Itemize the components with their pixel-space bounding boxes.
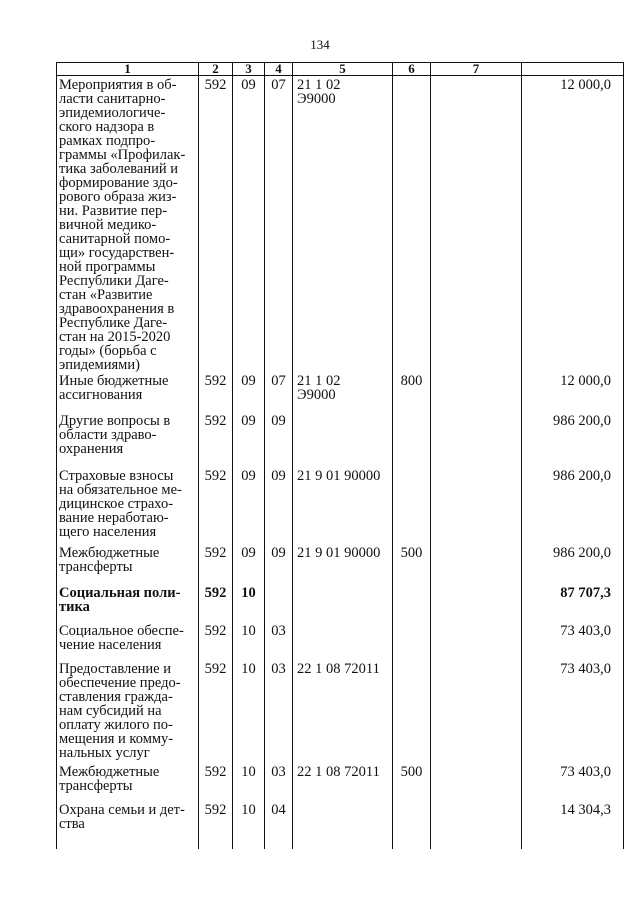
header-cell-2: 2 xyxy=(199,63,233,76)
target-article-line: 21 1 02 xyxy=(297,77,341,93)
amount-cell: 73 403,0 xyxy=(522,622,624,660)
item-name-line: граммы «Профилак- xyxy=(59,147,186,163)
item-name-line: вичной медико- xyxy=(59,217,157,233)
subsection-code-cell xyxy=(265,584,293,622)
item-name-cell xyxy=(57,372,199,412)
item-name-line: эпидемиологиче- xyxy=(59,105,166,121)
item-name-line: санитарной помо- xyxy=(59,231,171,247)
section-code-cell: 10 xyxy=(233,660,265,763)
column-7-cell xyxy=(431,467,522,544)
target-article-line: Э9000 xyxy=(297,387,336,403)
target-article-cell xyxy=(293,622,393,660)
item-name-cell xyxy=(57,660,199,763)
item-name-line: охранения xyxy=(59,441,124,457)
item-name-line: здравоохранения в xyxy=(59,301,175,317)
table-row xyxy=(57,622,624,660)
column-7-cell xyxy=(431,584,522,622)
item-name-line: стан «Развитие xyxy=(59,287,153,303)
budget-table xyxy=(56,62,624,849)
section-code-cell: 09 xyxy=(233,76,265,373)
table-row xyxy=(57,763,624,801)
expense-type-cell xyxy=(393,801,431,849)
item-name-cell xyxy=(57,622,199,660)
item-name-line: обеспечение предо- xyxy=(59,675,181,691)
subsection-code-cell: 09 xyxy=(265,412,293,467)
subsection-code-cell: 07 xyxy=(265,372,293,412)
section-code-cell: 10 xyxy=(233,801,265,849)
target-article-cell xyxy=(293,76,393,373)
item-name-line: эпидемиями) xyxy=(59,357,140,372)
target-article-cell xyxy=(293,801,393,849)
item-name-cell xyxy=(57,763,199,801)
header-cell-3: 3 xyxy=(233,63,265,76)
table-row xyxy=(57,467,624,544)
target-article-line: 22 1 08 72011 xyxy=(297,764,380,780)
amount-cell: 87 707,3 xyxy=(522,584,624,622)
ministry-code-cell: 592 xyxy=(199,412,233,467)
ministry-code-cell: 592 xyxy=(199,763,233,801)
item-name-line: оплату жилого по- xyxy=(59,717,173,733)
section-code-cell: 09 xyxy=(233,412,265,467)
section-code-cell: 09 xyxy=(233,372,265,412)
table-row xyxy=(57,372,624,412)
header-cell-1: 1 xyxy=(57,63,199,76)
section-code-cell: 09 xyxy=(233,544,265,584)
target-article-cell xyxy=(293,412,393,467)
item-name-cell xyxy=(57,76,199,373)
table-row xyxy=(57,801,624,849)
item-name-line: Иные бюджетные xyxy=(59,373,169,389)
column-7-cell xyxy=(431,544,522,584)
ministry-code-cell: 592 xyxy=(199,660,233,763)
column-7-cell xyxy=(431,801,522,849)
ministry-code-cell: 592 xyxy=(199,76,233,373)
item-name-line: на обязательное ме- xyxy=(59,482,182,498)
expense-type-cell xyxy=(393,412,431,467)
item-name-line: мещения и комму- xyxy=(59,731,174,747)
item-name-line: Межбюджетные xyxy=(59,545,160,561)
expense-type-cell xyxy=(393,467,431,544)
item-name-line: Социальное обеспе- xyxy=(59,623,184,639)
subsection-code-cell: 03 xyxy=(265,763,293,801)
subsection-code-cell: 03 xyxy=(265,622,293,660)
target-article-cell xyxy=(293,660,393,763)
amount-cell: 986 200,0 xyxy=(522,412,624,467)
expense-type-cell xyxy=(393,622,431,660)
section-code-cell: 10 xyxy=(233,763,265,801)
page-number: 134 xyxy=(310,37,330,52)
table-row xyxy=(57,544,624,584)
item-name-line: рамках подпро- xyxy=(59,133,156,149)
expense-type-cell: 800 xyxy=(393,372,431,412)
item-name-line: Межбюджетные xyxy=(59,764,160,780)
table-row xyxy=(57,76,624,373)
item-name-line: ства xyxy=(59,816,85,832)
item-name-line: нам субсидий на xyxy=(59,703,162,719)
amount-cell: 986 200,0 xyxy=(522,544,624,584)
column-7-cell xyxy=(431,622,522,660)
amount-cell: 12 000,0 xyxy=(522,76,624,373)
item-name-line: Республике Даге- xyxy=(59,315,168,331)
ministry-code-cell: 592 xyxy=(199,467,233,544)
amount-cell: 12 000,0 xyxy=(522,372,624,412)
ministry-code-cell: 592 xyxy=(199,801,233,849)
expense-type-cell xyxy=(393,660,431,763)
expense-type-cell xyxy=(393,584,431,622)
amount-cell: 73 403,0 xyxy=(522,660,624,763)
item-name-line: годы» (борьба с xyxy=(59,343,157,359)
target-article-line: 21 1 02 xyxy=(297,373,341,389)
target-article-cell xyxy=(293,467,393,544)
table-row xyxy=(57,412,624,467)
item-name-line: ласти санитарно- xyxy=(59,91,166,107)
header-cell-5: 5 xyxy=(293,63,393,76)
column-7-cell xyxy=(431,412,522,467)
item-name-line: чение населения xyxy=(59,637,162,653)
target-article-line: 21 9 01 90000 xyxy=(297,545,381,561)
item-name-line: щего населения xyxy=(59,524,157,540)
item-name-line: области здраво- xyxy=(59,427,157,443)
item-name-cell xyxy=(57,467,199,544)
header-cell-4: 4 xyxy=(265,63,293,76)
item-name-line: ассигнования xyxy=(59,387,143,403)
item-name-line: тика xyxy=(59,599,90,615)
subsection-code-cell: 09 xyxy=(265,544,293,584)
item-name-line: стан на 2015-2020 xyxy=(59,329,171,345)
item-name-line: трансферты xyxy=(59,778,133,794)
item-name-line: трансферты xyxy=(59,559,133,575)
target-article-cell xyxy=(293,763,393,801)
amount-cell: 986 200,0 xyxy=(522,467,624,544)
ministry-code-cell: 592 xyxy=(199,544,233,584)
item-name-line: щи» государствен- xyxy=(59,245,175,261)
item-name-line: Предоставление и xyxy=(59,661,172,677)
subsection-code-cell: 04 xyxy=(265,801,293,849)
section-code-cell: 10 xyxy=(233,622,265,660)
target-article-cell xyxy=(293,372,393,412)
table-body xyxy=(57,76,624,850)
header-cell-7: 7 xyxy=(431,63,522,76)
header-cell-8 xyxy=(522,63,624,76)
item-name-line: Мероприятия в об- xyxy=(59,77,177,93)
item-name-line: тика заболеваний и xyxy=(59,161,179,177)
item-name-cell xyxy=(57,801,199,849)
target-article-line: Э9000 xyxy=(297,91,336,107)
item-name-line: Республики Даге- xyxy=(59,273,169,289)
ministry-code-cell: 592 xyxy=(199,372,233,412)
ministry-code-cell: 592 xyxy=(199,622,233,660)
subsection-code-cell: 07 xyxy=(265,76,293,373)
column-7-cell xyxy=(431,76,522,373)
item-name-line: Другие вопросы в xyxy=(59,413,171,429)
section-code-cell: 09 xyxy=(233,467,265,544)
section-code-cell: 10 xyxy=(233,584,265,622)
item-name-line: ной программы xyxy=(59,259,156,275)
item-name-line: рового образа жиз- xyxy=(59,189,177,205)
target-article-line: 22 1 08 72011 xyxy=(297,661,380,677)
ministry-code-cell: 592 xyxy=(199,584,233,622)
item-name-line: Страховые взносы xyxy=(59,468,174,484)
item-name-line: вание неработаю- xyxy=(59,510,169,526)
item-name-line: Охрана семьи и дет- xyxy=(59,802,185,818)
item-name-line: Социальная поли- xyxy=(59,585,181,601)
item-name-line: ставления гражда- xyxy=(59,689,173,705)
header-cell-6: 6 xyxy=(393,63,431,76)
column-7-cell xyxy=(431,372,522,412)
table-row xyxy=(57,660,624,763)
subsection-code-cell: 09 xyxy=(265,467,293,544)
target-article-cell xyxy=(293,544,393,584)
item-name-cell xyxy=(57,412,199,467)
item-name-line: нальных услуг xyxy=(59,745,150,761)
expense-type-cell xyxy=(393,76,431,373)
expense-type-cell: 500 xyxy=(393,544,431,584)
item-name-line: дицинское страхо- xyxy=(59,496,174,512)
subsection-code-cell: 03 xyxy=(265,660,293,763)
column-7-cell xyxy=(431,660,522,763)
target-article-cell xyxy=(293,584,393,622)
item-name-line: ни. Развитие пер- xyxy=(59,203,168,219)
header-row xyxy=(57,63,624,76)
item-name-cell xyxy=(57,544,199,584)
item-name-line: ского надзора в xyxy=(59,119,155,135)
amount-cell: 73 403,0 xyxy=(522,763,624,801)
target-article-line: 21 9 01 90000 xyxy=(297,468,381,484)
expense-type-cell: 500 xyxy=(393,763,431,801)
amount-cell: 14 304,3 xyxy=(522,801,624,849)
table-row xyxy=(57,584,624,622)
column-7-cell xyxy=(431,763,522,801)
item-name-line: формирование здо- xyxy=(59,175,178,191)
item-name-cell xyxy=(57,584,199,622)
